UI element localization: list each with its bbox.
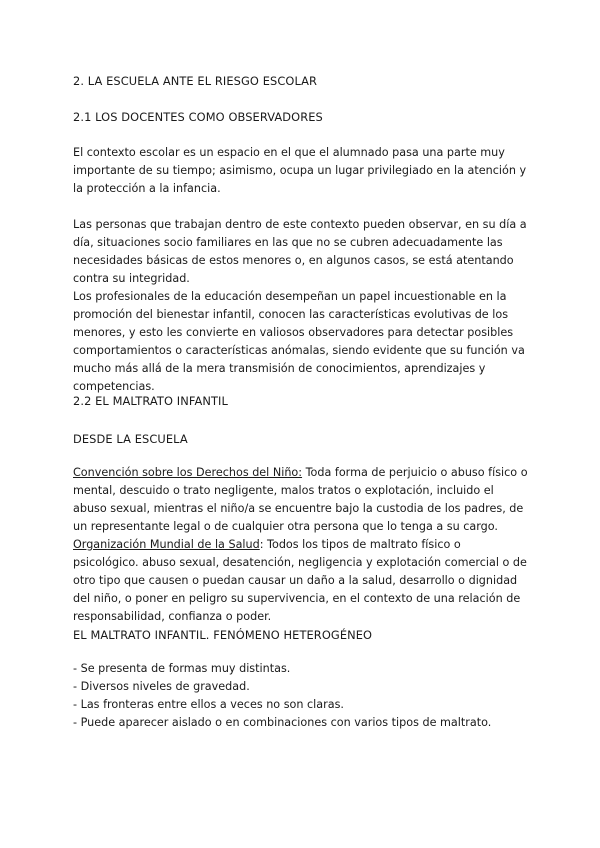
paragraph-profesionales: Los profesionales de la educación desempeñan un papel incuestionable en la promoción del bienestar infantil, conocen las características evolutivas de los menores, y esto les convierte en valiosos observadores para detectar posibles comportamientos o características anómalas, siendo evidente que su función va mucho más allá de la mera transmisión de conocimientos, aprendizajes y competencias.: [73, 290, 525, 393]
list-item: - Se presenta de formas muy distintas.: [73, 662, 291, 675]
section-heading-2-2: 2.2 EL MALTRATO INFANTIL: [73, 394, 228, 408]
paragraph-personas: Las personas que trabajan dentro de este contexto pueden observar, en su día a día, situaciones socio familiares en las que no se cubren adecuadamente las necesidades básicas de estos menores o, en algunos casos, se está atentando contra su integridad.: [73, 218, 527, 285]
definition-convencion: [73, 464, 528, 536]
section-heading-2: 2. LA ESCUELA ANTE EL RIESGO ESCOLAR: [73, 74, 318, 88]
list-item: - Diversos niveles de gravedad.: [73, 680, 250, 693]
paragraph-contexto-escolar: El contexto escolar es un espacio en el que el alumnado pasa una parte muy importante de su tiempo; asimismo, ocupa un lugar privilegiado en la atención y la protección a la infancia.: [73, 146, 527, 195]
section-heading-2-1: 2.1 LOS DOCENTES COMO OBSERVADORES: [73, 110, 323, 124]
definition-convencion-label: Convención sobre los Derechos del Niño:: [73, 466, 303, 479]
definition-oms: [73, 536, 528, 626]
definition-convencion-text: Toda forma de perjuicio o abuso físico o mental, descuido o trato negligente, malos tratos o explotación, incluido el abuso sexual, mientras el niño/a se encuentre bajo la custodia de los padres, de un representante legal o de cualquier otra persona que lo tenga a su cargo.: [73, 466, 528, 533]
characteristics-list: [73, 660, 528, 732]
subheading-desde-escuela: DESDE LA ESCUELA: [73, 432, 188, 446]
definition-oms-text: : Todos los tipos de maltrato físico o psicológico. abuso sexual, desatención, negligencia y explotación comercial o de otro tipo que causen o puedan causar un daño a la salud, desarrollo o dignidad del niño, o poner en peligro su supervivencia, en el contexto de una relación de responsabilidad, confianza o poder.: [73, 538, 527, 623]
definition-oms-label: Organización Mundial de la Salud: [73, 538, 260, 551]
subheading-fenomeno-heterogeneo: EL MALTRATO INFANTIL. FENÓMENO HETEROGÉNEO: [73, 628, 373, 642]
list-item: - Las fronteras entre ellos a veces no son claras.: [73, 698, 344, 711]
list-item: - Puede aparecer aislado o en combinaciones con varios tipos de maltrato.: [73, 716, 492, 729]
